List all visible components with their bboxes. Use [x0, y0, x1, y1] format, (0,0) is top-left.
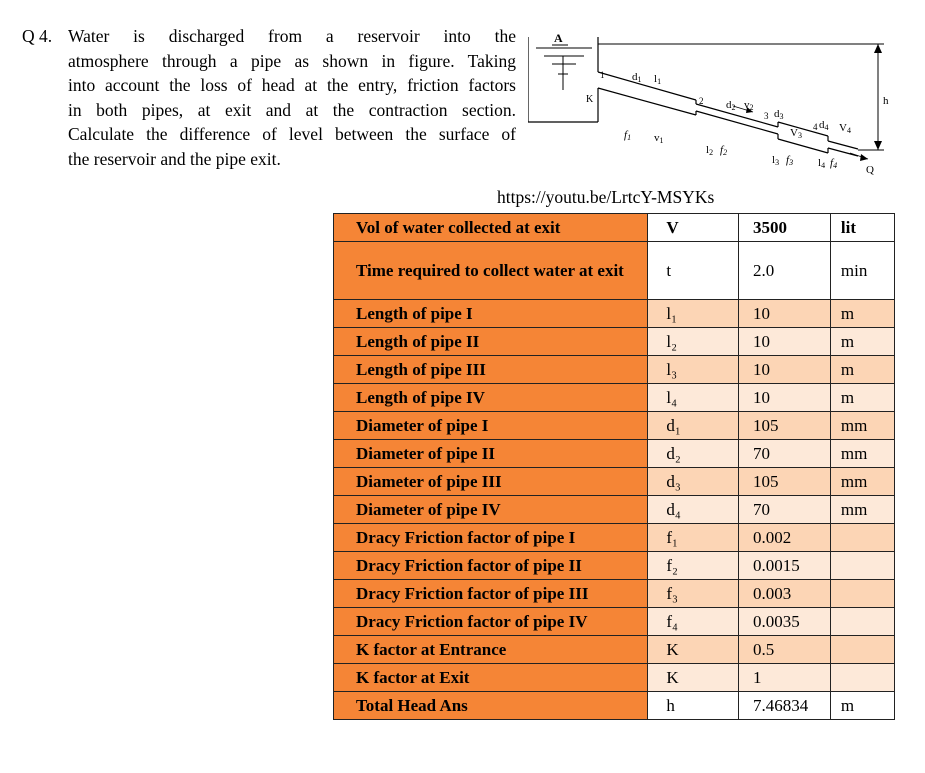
svg-text:d2: [726, 99, 736, 112]
row-value: 70: [739, 440, 831, 468]
row-symbol: d₁: [648, 412, 739, 440]
row-value: 0.002: [739, 524, 831, 552]
row-value: 0.003: [739, 580, 831, 608]
table-row: [334, 580, 895, 608]
label-f4: f: [830, 157, 834, 169]
row-unit: mm: [830, 440, 894, 468]
table-row: [334, 214, 895, 242]
label-f4-sub: 4: [833, 161, 838, 170]
row-label: Diameter of pipe II: [334, 440, 648, 468]
label-l1-sub: 1: [657, 77, 662, 86]
svg-text:V4: [839, 122, 851, 135]
svg-text:d1: [632, 71, 642, 84]
row-value: 70: [739, 496, 831, 524]
row-symbol: f₂: [648, 552, 739, 580]
question-line: Calculate the difference of level between the surface of: [68, 124, 516, 144]
row-label: Diameter of pipe I: [334, 412, 648, 440]
svg-text:f1: [624, 129, 631, 142]
row-label: K factor at Entrance: [334, 636, 648, 664]
row-value: 10: [739, 356, 831, 384]
table-row: [334, 328, 895, 356]
row-symbol: l₁: [648, 300, 739, 328]
label-v3: V: [790, 127, 798, 139]
row-unit: m: [830, 692, 894, 720]
table-row: [334, 468, 895, 496]
row-unit: m: [830, 300, 894, 328]
svg-text:l1: [654, 73, 661, 86]
label-l2: l: [706, 144, 710, 156]
row-label: Dracy Friction factor of pipe IV: [334, 608, 648, 636]
section-2: 2: [699, 96, 704, 106]
label-v2-sub: 2: [749, 103, 754, 112]
table-row: [334, 552, 895, 580]
pipe-system-figure: [528, 22, 896, 192]
label-v4: V: [839, 122, 847, 134]
question-line: in both pipes, at exit and at the contraction section.: [68, 99, 516, 120]
row-unit: min: [830, 242, 894, 300]
row-unit: [830, 580, 894, 608]
table-row: [334, 356, 895, 384]
label-f3: f: [786, 154, 790, 166]
row-value: 105: [739, 412, 831, 440]
table-row: [334, 664, 895, 692]
svg-text:f3: [786, 154, 793, 167]
section-4: 4: [813, 122, 818, 132]
row-value: 10: [739, 328, 831, 356]
row-symbol: t: [648, 242, 739, 300]
label-h: h: [883, 95, 889, 107]
row-value: 10: [739, 384, 831, 412]
label-d1-sub: 1: [637, 75, 642, 84]
label-l3: l: [772, 154, 776, 166]
label-f2: f: [720, 144, 724, 156]
row-unit: m: [830, 384, 894, 412]
label-f2-sub: 2: [723, 148, 728, 157]
label-v2: v: [744, 99, 750, 111]
row-value: 3500: [739, 214, 831, 242]
pipe-1: [598, 72, 696, 115]
question-line: into account the loss of head at the entry, friction factors: [68, 75, 516, 95]
table-row: [334, 636, 895, 664]
data-table: [333, 213, 895, 720]
question-line: Water is discharged from a reservoir into the: [68, 26, 516, 46]
row-label: Diameter of pipe IV: [334, 496, 648, 524]
svg-text:d4: [819, 119, 829, 132]
row-unit: lit: [830, 214, 894, 242]
row-symbol: l₂: [648, 328, 739, 356]
label-v3-sub: 3: [797, 131, 802, 140]
table-row: [334, 440, 895, 468]
label-l2-sub: 2: [709, 148, 714, 157]
row-value: 0.0035: [739, 608, 831, 636]
label-d4-sub: 4: [824, 123, 829, 132]
question-line: atmosphere through a pipe as shown in figure. Taking: [68, 50, 516, 71]
table-row: [334, 242, 895, 300]
label-d3: d: [774, 108, 780, 120]
row-unit: mm: [830, 468, 894, 496]
row-symbol: l₃: [648, 356, 739, 384]
label-K: K: [586, 94, 594, 105]
row-label: K factor at Exit: [334, 664, 648, 692]
table-row: [334, 412, 895, 440]
svg-text:v2: [744, 99, 754, 112]
svg-text:f2: [720, 144, 727, 157]
table-row: [334, 300, 895, 328]
label-d1: d: [632, 71, 638, 83]
video-link[interactable]: https://youtu.be/LrtcY-MSYKs: [497, 187, 715, 207]
row-value: 10: [739, 300, 831, 328]
label-d2: d: [726, 99, 732, 111]
row-symbol: K: [648, 636, 739, 664]
row-value: 2.0: [739, 242, 831, 300]
row-label: Length of pipe III: [334, 356, 648, 384]
question-text: [68, 24, 516, 171]
row-value: 0.5: [739, 636, 831, 664]
row-unit: m: [830, 328, 894, 356]
svg-text:f4: [830, 157, 837, 170]
label-l3-sub: 3: [775, 158, 780, 167]
row-unit: mm: [830, 496, 894, 524]
row-symbol: f₃: [648, 580, 739, 608]
label-A: A: [554, 31, 563, 45]
row-unit: [830, 552, 894, 580]
svg-text:v1: [654, 132, 664, 145]
label-v1-sub: 1: [659, 136, 664, 145]
section-3: 3: [764, 111, 769, 121]
row-symbol: f₁: [648, 524, 739, 552]
row-symbol: V: [648, 214, 739, 242]
row-unit: [830, 524, 894, 552]
row-symbol: l₄: [648, 384, 739, 412]
row-label: Vol of water collected at exit: [334, 214, 648, 242]
question-number: Q 4.: [22, 26, 53, 46]
row-symbol: h: [648, 692, 739, 720]
label-Q: Q: [866, 164, 874, 176]
row-value: 1: [739, 664, 831, 692]
row-label: Dracy Friction factor of pipe II: [334, 552, 648, 580]
label-l1: l: [654, 73, 658, 85]
label-d4: d: [819, 119, 825, 131]
label-f1: f: [624, 129, 628, 141]
row-symbol: K: [648, 664, 739, 692]
row-unit: m: [830, 356, 894, 384]
row-symbol: d₄: [648, 496, 739, 524]
row-unit: [830, 608, 894, 636]
table-row: [334, 384, 895, 412]
svg-text:l3: [772, 154, 779, 167]
pipe-diagram: [528, 22, 896, 192]
row-label: Dracy Friction factor of pipe I: [334, 524, 648, 552]
row-label: Length of pipe IV: [334, 384, 648, 412]
label-f3-sub: 3: [789, 158, 794, 167]
row-symbol: d₂: [648, 440, 739, 468]
pipe-2: [696, 104, 778, 139]
row-unit: [830, 636, 894, 664]
label-l4: l: [818, 157, 822, 169]
section-1: 1: [600, 70, 605, 80]
row-label: Total Head Ans: [334, 692, 648, 720]
table-row: [334, 608, 895, 636]
row-label: Length of pipe I: [334, 300, 648, 328]
row-label: Diameter of pipe III: [334, 468, 648, 496]
svg-text:V3: [790, 127, 802, 140]
table-row: [334, 524, 895, 552]
svg-text:l4: [818, 157, 825, 170]
question-line: the reservoir and the pipe exit.: [68, 148, 281, 169]
row-label: Time required to collect water at exit: [334, 242, 648, 300]
row-symbol: f₄: [648, 608, 739, 636]
row-value: 105: [739, 468, 831, 496]
row-value: 0.0015: [739, 552, 831, 580]
table-row-answer: [334, 692, 895, 720]
label-d2-sub: 2: [731, 103, 736, 112]
svg-text:l2: [706, 144, 713, 157]
row-label: Dracy Friction factor of pipe III: [334, 580, 648, 608]
label-v4-sub: 4: [846, 126, 851, 135]
table-row: [334, 496, 895, 524]
label-f1-sub: 1: [627, 133, 632, 142]
row-value: 7.46834: [739, 692, 831, 720]
svg-text:d3: [774, 108, 784, 121]
label-v1: v: [654, 132, 660, 144]
row-symbol: d₃: [648, 468, 739, 496]
row-unit: mm: [830, 412, 894, 440]
label-l4-sub: 4: [821, 161, 826, 170]
row-unit: [830, 664, 894, 692]
row-label: Length of pipe II: [334, 328, 648, 356]
label-d3-sub: 3: [779, 112, 784, 121]
reservoir: [528, 37, 598, 122]
